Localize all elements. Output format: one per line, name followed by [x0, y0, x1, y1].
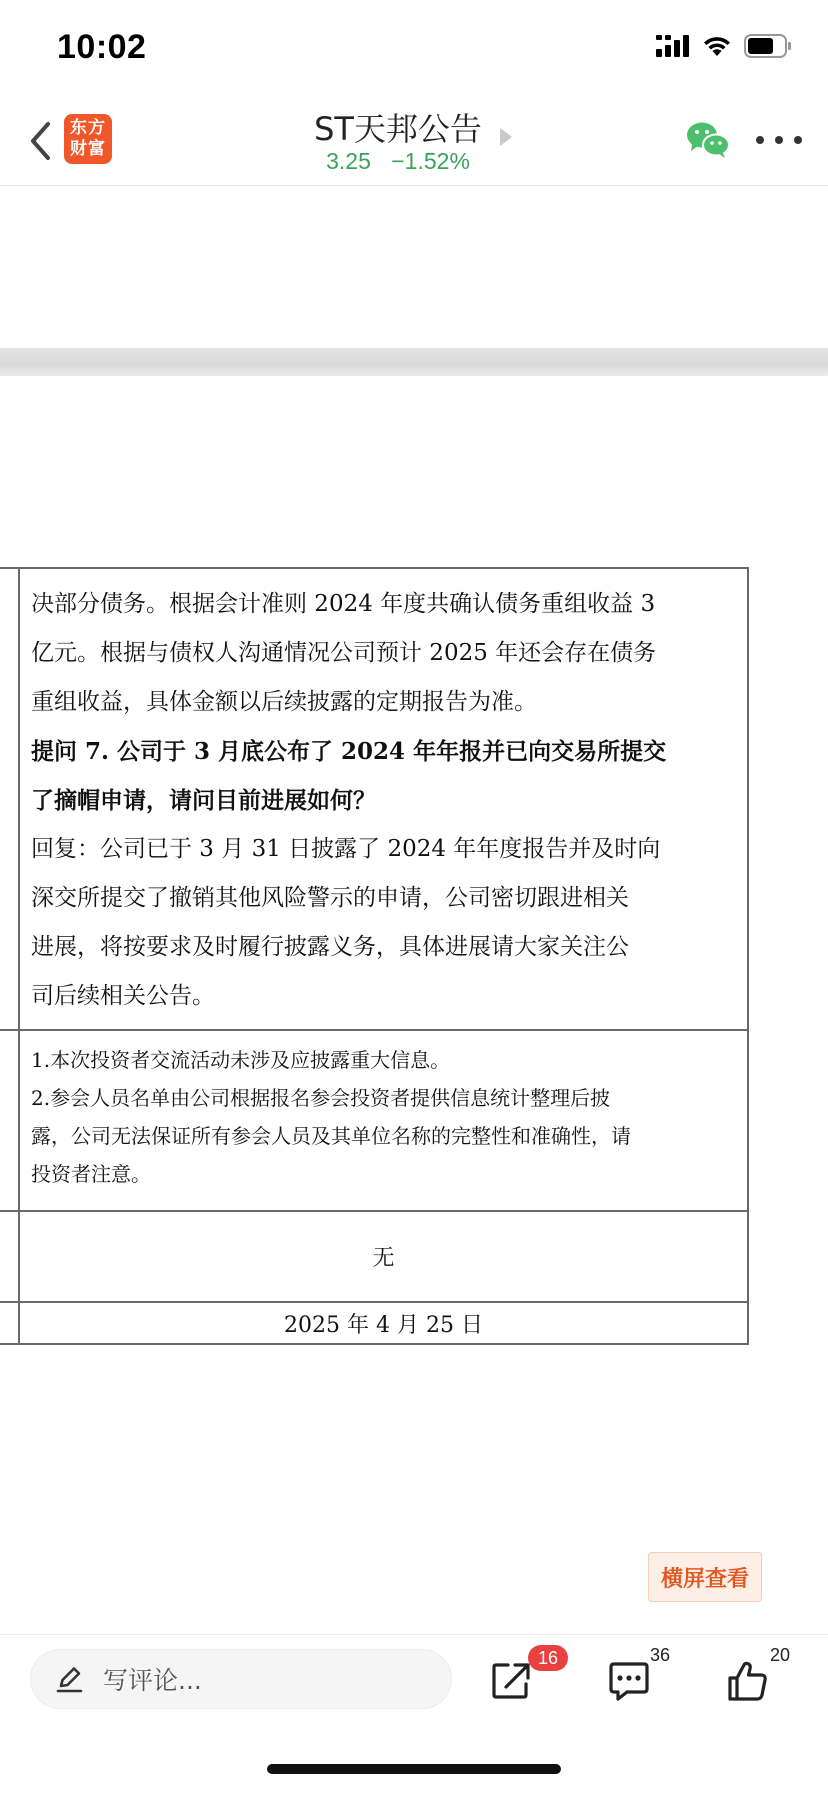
- landscape-view-button[interactable]: 横屏查看: [648, 1552, 762, 1602]
- wechat-icon: [686, 120, 730, 160]
- notes-cell: [18, 1031, 749, 1212]
- answer-text-line: 亿元。根据与债权人沟通情况公司预计 2025 年还会存在债务: [31, 640, 657, 666]
- home-indicator: [267, 1764, 561, 1774]
- eastmoney-logo[interactable]: [64, 114, 112, 164]
- table-left-stub: [0, 1031, 18, 1212]
- comments-button[interactable]: [600, 1645, 671, 1711]
- note-text-line: 投资者注意。: [31, 1162, 151, 1186]
- back-button[interactable]: [22, 116, 58, 166]
- share-count-badge: 16: [528, 1645, 568, 1671]
- table-left-stub: [0, 567, 18, 1031]
- attachment-cell: [18, 1212, 749, 1303]
- qa-content-cell: [18, 567, 749, 1031]
- status-bar: [0, 0, 828, 100]
- answer-text-line: 决部分债务。根据会计准则 2024 年度共确认债务重组收益 3: [31, 591, 656, 617]
- wifi-icon: [702, 35, 732, 57]
- comment-count: 36: [650, 1645, 671, 1665]
- more-button[interactable]: [756, 120, 802, 160]
- share-icon: [490, 1659, 534, 1703]
- reply-text-line: 深交所提交了撤销其他风险警示的申请，公司密切跟进相关: [31, 885, 629, 911]
- question-text-line: 提问 7. 公司于 3 月底公布了 2024 年年报并已向交易所提交: [31, 738, 667, 765]
- reply-text-line: 回复：公司已于 3 月 31 日披露了 2024 年年度报告并及时向: [31, 836, 661, 862]
- note-text-line: 2.参会人员名单由公司根据报名参会投资者提供信息统计整理后披: [31, 1086, 611, 1110]
- logo-line2: 财富: [70, 139, 106, 159]
- question-text-line: 了摘帽申请，请问目前进展如何？: [31, 787, 376, 814]
- attachment-value: 无: [372, 1246, 395, 1271]
- like-button[interactable]: [720, 1645, 791, 1711]
- table-left-stub: [0, 1303, 18, 1345]
- battery-icon: [744, 34, 792, 58]
- more-dot-icon: [756, 136, 764, 144]
- stock-price: 3.25: [326, 148, 371, 174]
- date-value: 2025 年 4 月 25 日: [284, 1312, 483, 1338]
- status-icons: [656, 34, 792, 58]
- thumbs-up-icon: [726, 1659, 770, 1703]
- page-separator: [0, 348, 828, 376]
- like-count: 20: [770, 1645, 791, 1665]
- status-time: 10:02: [57, 28, 147, 66]
- pencil-icon: [55, 1664, 85, 1694]
- share-button[interactable]: [486, 1648, 559, 1711]
- answer-text-line: 重组收益，具体金额以后续披露的定期报告为准。: [31, 689, 537, 715]
- more-dot-icon: [775, 136, 783, 144]
- comment-bubble-icon: [607, 1659, 651, 1703]
- table-left-stub: [0, 1212, 18, 1303]
- date-cell: [18, 1303, 749, 1345]
- comment-input[interactable]: [30, 1649, 452, 1709]
- nav-bar: [0, 100, 828, 186]
- note-text-line: 1.本次投资者交流活动未涉及应披露重大信息。: [31, 1048, 451, 1072]
- reply-text-line: 进展，将按要求及时履行披露义务，具体进展请大家关注公: [31, 934, 629, 960]
- chevron-left-icon: [29, 121, 51, 161]
- logo-line1: 东方: [70, 118, 106, 138]
- wechat-share-button[interactable]: [686, 120, 730, 160]
- stock-quote: [0, 148, 796, 175]
- page-title: ST天邦公告: [314, 110, 482, 148]
- stock-change: −1.52%: [391, 148, 470, 174]
- announcement-table: [0, 567, 750, 1345]
- cellular-signal-icon: [656, 35, 690, 57]
- reply-text-line: 司后续相关公告。: [31, 983, 215, 1009]
- comment-placeholder: 写评论...: [103, 1666, 202, 1695]
- more-dot-icon: [794, 136, 802, 144]
- title-arrow-icon[interactable]: [500, 128, 512, 146]
- note-text-line: 露，公司无法保证所有参会人员及其单位名称的完整性和准确性，请: [31, 1124, 631, 1148]
